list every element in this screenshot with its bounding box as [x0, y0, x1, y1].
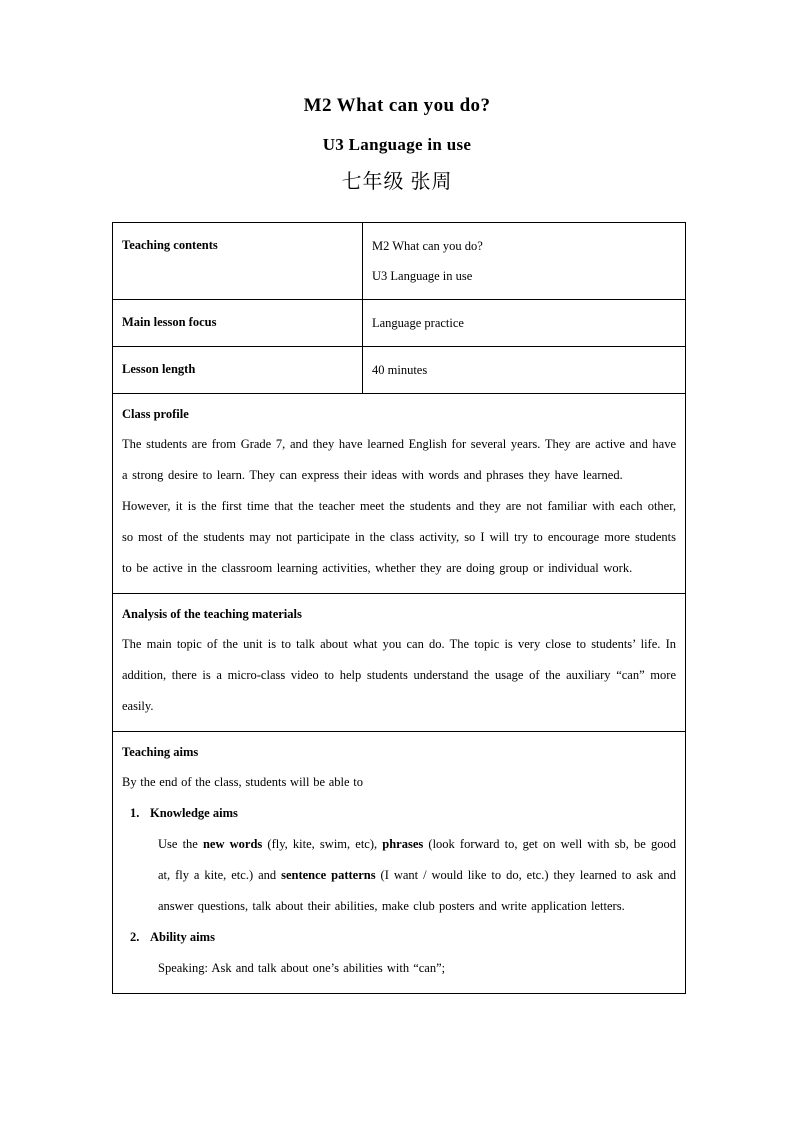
row-value-teaching-contents [363, 223, 686, 300]
section-heading: Teaching aims [122, 745, 199, 759]
aim-item-label: Knowledge aims [150, 806, 238, 820]
page-author-line: 七年级 张周 [341, 170, 453, 193]
aim-item-number: 2. [130, 930, 140, 944]
section-paragraph: However, it is the first time that the teacher meet the students and they are not familiar with each other, so most of the students may not participate in the class activity, so I will try to encourage more students to be active in the classroom learning activities, whether they are doing group or individual work. [122, 499, 676, 575]
value-line: U3 Language in use [372, 269, 473, 283]
value-line: 40 minutes [372, 363, 428, 377]
section-paragraph: The main topic of the unit is to talk about what you can do. The topic is very close to students’ life. In addition, there is a micro-class video to help students understand the usage of the auxiliary “can” more easily. [122, 637, 676, 713]
aim-item-body: Speaking: Ask and talk about one’s abilities with “can”; [158, 961, 446, 975]
section-teaching-aims [113, 732, 686, 994]
table-row [113, 300, 686, 347]
aim-item-title [122, 798, 676, 829]
lesson-plan-table [112, 222, 686, 994]
aim-item-number: 1. [130, 806, 140, 820]
aim-item-title [122, 922, 676, 953]
row-value-lesson-length [363, 347, 686, 394]
document-titles [0, 0, 794, 193]
row-value-main-lesson-focus [363, 300, 686, 347]
page-title: M2 What can you do? [303, 95, 491, 116]
section-paragraph: The students are from Grade 7, and they have learned English for several years. They are active and have a strong desire to learn. They can express their ideas with words and phrases they have learned. [122, 437, 676, 482]
section-heading: Class profile [122, 407, 189, 421]
table-row [113, 732, 686, 994]
row-label-lesson-length: Lesson length [113, 347, 363, 394]
value-line: M2 What can you do? [372, 239, 483, 253]
row-label-main-lesson-focus: Main lesson focus [113, 300, 363, 347]
aim-item-label: Ability aims [150, 930, 215, 944]
section-class-profile [113, 394, 686, 594]
aim-item-body: Use the new words (fly, kite, swim, etc), phrases (look forward to, get on well with sb, be good at, fly a kite, etc.) and sentence patterns (I want / would like to do, etc.) they learned to ask and answer questions, talk about their abilities, make club posters and write application letters. [158, 837, 676, 913]
row-label-teaching-contents: Teaching contents [113, 223, 363, 300]
section-lead-text: By the end of the class, students will be able to [122, 775, 364, 789]
section-heading: Analysis of the teaching materials [122, 607, 302, 621]
table-row [113, 347, 686, 394]
table-row [113, 594, 686, 732]
section-analysis-of-teaching-materials [113, 594, 686, 732]
value-line: Language practice [372, 316, 464, 330]
table-row [113, 394, 686, 594]
page-subtitle: U3 Language in use [322, 134, 472, 154]
table-row [113, 223, 686, 300]
